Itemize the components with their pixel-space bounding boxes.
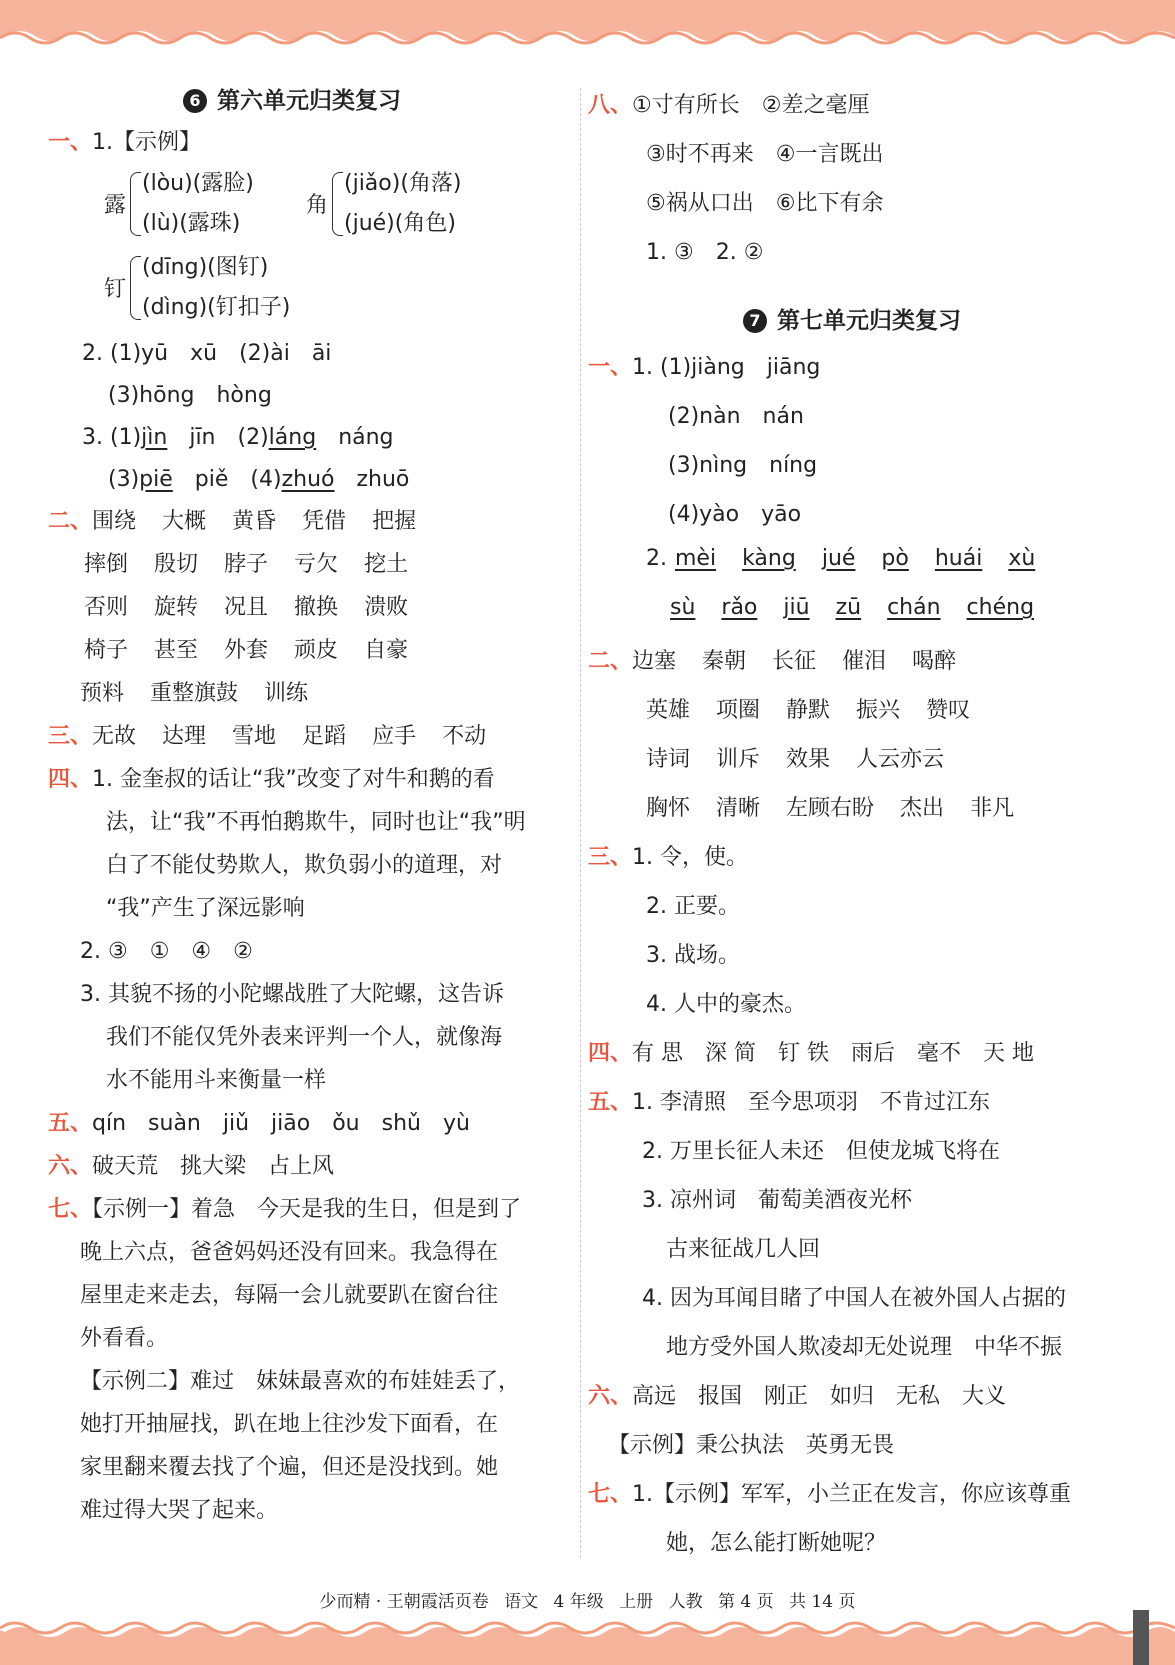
u6-s2-row3: 否则 旋转 况且 撤换 溃败 xyxy=(84,595,409,620)
u6-s4-q1-line1: 四、1. 金奎叔的话让“我”改变了对牛和鹅的看 xyxy=(48,767,495,792)
u6-s7-line4: 外看看。 xyxy=(80,1326,169,1351)
unit7-title: 7 第七单元归类复习 xyxy=(743,302,961,335)
u7-s2-row1: 二、边塞 秦朝 长征 催泪 喝醉 xyxy=(588,649,957,674)
u6-s7-line1: 七、【示例一】着急 今天是我的生日，但是到了 xyxy=(48,1197,522,1222)
u6-s8-line3: ⑤祸从口出 ⑥比下有余 xyxy=(646,191,884,216)
u6-s8-line2: ③时不再来 ④一言既出 xyxy=(646,142,884,167)
u7-s5-line1: 五、1. 李清照 至今思项羽 不肯过江东 xyxy=(588,1090,991,1115)
u6-s7-line5: 【示例二】难过 妹妹最喜欢的布娃娃丢了， xyxy=(80,1369,521,1394)
u6-s1-q1: 一、1.【示例】 xyxy=(48,130,202,155)
u6-s1-q3-line2: (3)piē piě (4)zhuó zhuō xyxy=(108,467,410,492)
u7-s7-line1: 七、1.【示例】军军，小兰正在发言，你应该尊重 xyxy=(588,1482,1072,1507)
u6-s5: 五、qín suàn jiǔ jiāo ǒu shǔ yù xyxy=(48,1111,470,1136)
u7-s3-line2: 2. 正要。 xyxy=(646,894,740,919)
u6-s2-row2: 摔倒 殷切 脖子 亏欠 挖土 xyxy=(84,552,409,577)
u7-s6-line1: 六、高远 报国 刚正 如归 无私 大义 xyxy=(588,1384,1007,1409)
u6-s7-line2: 晚上六点，爸爸妈妈还没有回来。我急得在 xyxy=(80,1240,499,1265)
u7-s3-line3: 3. 战场。 xyxy=(646,943,740,968)
u6-s4-q3-line2: 我们不能仅凭外表来评判一个人，就像海 xyxy=(106,1025,503,1050)
u7-s1-q2-row1: 2. mèi kàng jué pò huái xù xyxy=(646,546,1036,571)
u7-s1-q2-row2: sù rǎo jiū zū chán chéng xyxy=(670,595,1035,620)
u7-s5-line5: 4. 因为耳闻目睹了中国人在被外国人占据的 xyxy=(642,1286,1066,1311)
unit6-number-badge: 6 xyxy=(183,89,207,113)
u6-s1-q3-line1: 3. (1)jìn jīn (2)láng náng xyxy=(82,425,394,450)
u6-s4-q1-line2: 法，让“我”不再怕鹅欺牛，同时也让“我”明 xyxy=(106,810,526,835)
polyphone-group-jiao: 角 (jiǎo)(角落) (jué)(角色) xyxy=(306,171,462,236)
u7-s1-q1-line4: (4)yào yāo xyxy=(668,502,802,527)
unit7-number-badge: 7 xyxy=(743,309,767,333)
u7-s2-row3: 诗词 训斥 效果 人云亦云 xyxy=(646,747,945,772)
u6-s7-line8: 难过得大哭了起来。 xyxy=(80,1498,279,1523)
u6-s3: 三、无故 达理 雪地 足蹈 应手 不动 xyxy=(48,724,487,749)
top-wave-border xyxy=(0,0,1175,58)
u6-s8-line1: 八、①寸有所长 ②差之毫厘 xyxy=(588,93,870,118)
polyphone-group-lu: 露 (lòu)(露脸) (lù)(露珠) xyxy=(104,171,254,236)
u7-s5-line2: 2. 万里长征人未还 但使龙城飞将在 xyxy=(642,1139,1000,1164)
u7-s5-line3: 3. 凉州词 葡萄美酒夜光杯 xyxy=(642,1188,912,1213)
u6-s4-q1-line3: 白了不能仗势欺人，欺负弱小的道理，对 xyxy=(106,853,503,878)
u6-s6: 六、破天荒 挑大梁 占上风 xyxy=(48,1154,335,1179)
u7-s5-line4: 古来征战几人回 xyxy=(666,1237,821,1262)
unit6-title: 6 第六单元归类复习 xyxy=(183,82,401,115)
u6-s1-q2-line2: (3)hōng hòng xyxy=(108,383,272,408)
page-edge-mark xyxy=(1133,1610,1149,1665)
u6-s7-line3: 屋里走来走去，每隔一会儿就要趴在窗台往 xyxy=(80,1283,499,1308)
u6-s8-line4: 1. ③ 2. ② xyxy=(646,240,764,265)
column-divider xyxy=(580,88,581,1558)
u6-s1-q2-line1: 2. (1)yū xū (2)ài āi xyxy=(82,341,332,366)
u6-s7-line7: 家里翻来覆去找了个遍，但还是没找到。她 xyxy=(80,1455,499,1480)
u7-s7-line2: 她，怎么能打断她呢？ xyxy=(666,1531,887,1556)
u7-s6-line2: 【示例】秉公执法 英勇无畏 xyxy=(608,1433,895,1458)
u6-s7-line6: 她打开抽屉找，趴在地上往沙发下面看，在 xyxy=(80,1412,499,1437)
u6-s2-row1: 二、围绕 大概 黄昏 凭借 把握 xyxy=(48,509,417,534)
page-footer: 少而精 · 王朝霞活页卷 语文 4 年级 上册 人教 第 4 页 共 14 页 xyxy=(319,1592,856,1612)
u6-s4-q3-line3: 水不能用斗来衡量一样 xyxy=(106,1068,327,1093)
u7-s2-row2: 英雄 项圈 静默 振兴 赞叹 xyxy=(646,698,971,723)
u6-s4-q1-line4: “我”产生了深远影响 xyxy=(106,896,305,921)
u7-s1-q1-line3: (3)nìng níng xyxy=(668,453,818,478)
u7-s1-q1-line1: 一、1. (1)jiàng jiāng xyxy=(588,355,821,380)
u6-s4-q3-line1: 3. 其貌不扬的小陀螺战胜了大陀螺，这告诉 xyxy=(80,982,504,1007)
u6-s2-row4: 椅子 甚至 外套 顽皮 自豪 xyxy=(84,638,409,663)
u6-s4-q2: 2. ③ ① ④ ② xyxy=(80,939,253,964)
bottom-wave-border xyxy=(0,1618,1175,1665)
u6-s2-row5: 预料 重整旗鼓 训练 xyxy=(80,681,309,706)
u7-s3-line1: 三、1. 令，使。 xyxy=(588,845,748,870)
u7-s2-row4: 胸怀 清晰 左顾右盼 杰出 非凡 xyxy=(646,796,1015,821)
u7-s1-q1-line2: (2)nàn nán xyxy=(668,404,804,429)
polyphone-group-ding: 钉 (dīng)(图钉) (dìng)(钉扣子) xyxy=(104,255,291,320)
u7-s4: 四、有 思 深 简 钉 铁 雨后 毫不 天 地 xyxy=(588,1041,1034,1066)
u7-s5-line6: 地方受外国人欺凌却无处说理 中华不振 xyxy=(666,1335,1063,1360)
u7-s3-line4: 4. 人中的豪杰。 xyxy=(646,992,806,1017)
